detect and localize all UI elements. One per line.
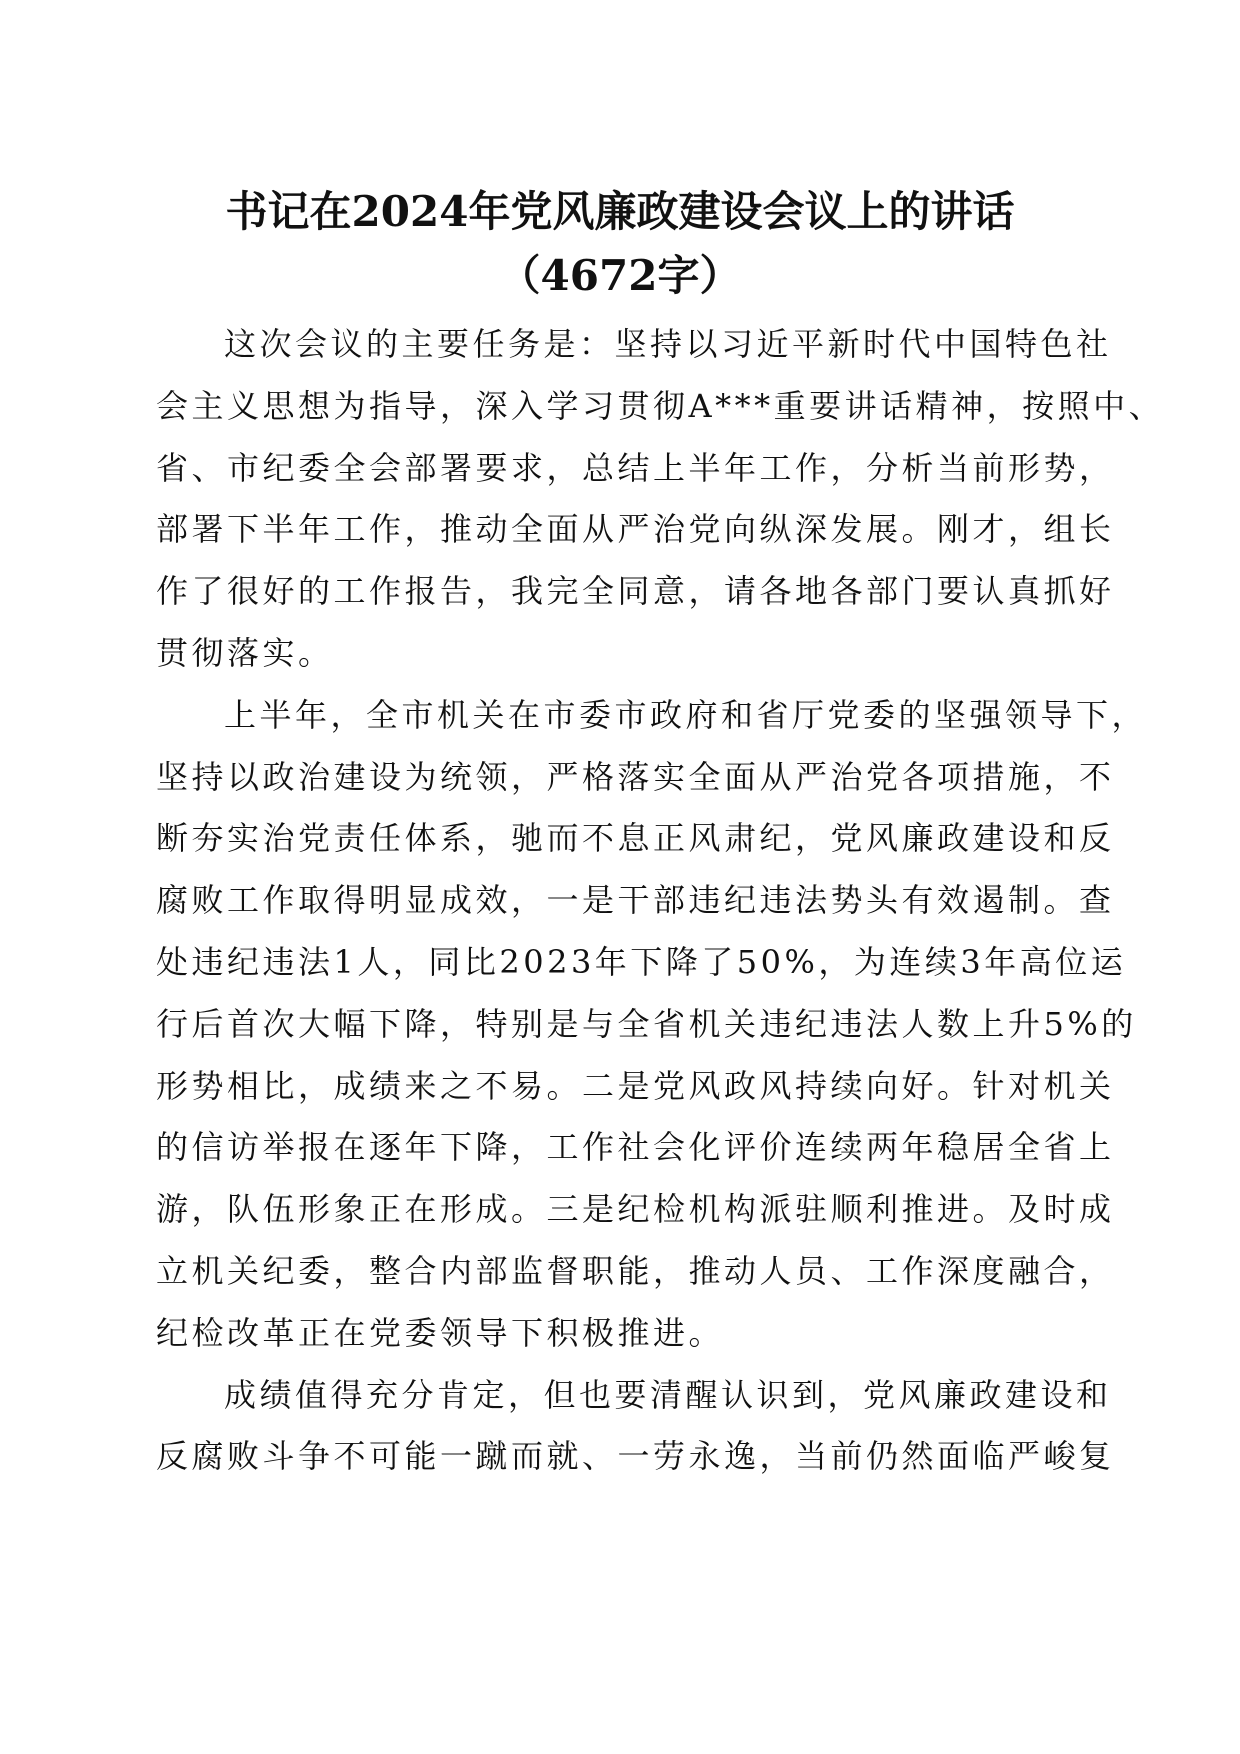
text-line: 形势相比，成绩来之不易。二是党风政风持续向好。针对机关 [156, 1066, 1115, 1105]
text-line: 行后首次大幅下降，特别是与全省机关违纪违法人数上升5%的 [156, 1004, 1137, 1043]
paragraph-intro [156, 314, 1165, 685]
text-line: 上半年，全市机关在市委市政府和省厅党委的坚强领导下， [224, 695, 1148, 734]
title-main: 书记在2024年党风廉政建设会议上的讲话 [225, 187, 1015, 236]
text-line: 立机关纪委，整合内部监督职能，推动人员、工作深度融合， [156, 1251, 1115, 1290]
paragraph-challenges [156, 1365, 1115, 1489]
text-line: 部署下半年工作，推动全面从严治党向纵深发展。刚才，组长 [156, 510, 1115, 549]
text-line: 会主义思想为指导，深入学习贯彻A***重要讲话精神，按照中、 [156, 386, 1165, 425]
text-line: 的信访举报在逐年下降，工作社会化评价连续两年稳居全省上 [156, 1128, 1115, 1167]
text-line: 坚持以政治建设为统领，严格落实全面从严治党各项措施，不 [156, 757, 1115, 796]
text-line: 省、市纪委全会部署要求，总结上半年工作，分析当前形势， [156, 448, 1115, 487]
text-line: 处违纪违法1人，同比2023年下降了50%，为连续3年高位运 [156, 942, 1127, 981]
text-line: 作了很好的工作报告，我完全同意，请各地各部门要认真抓好 [156, 572, 1115, 611]
text-line: 这次会议的主要任务是：坚持以习近平新时代中国特色社 [224, 325, 1112, 363]
text-line: 反腐败斗争不可能一蹴而就、一劳永逸，当前仍然面临严峻复 [156, 1437, 1115, 1476]
text-line: 游，队伍形象正在形成。三是纪检机构派驻顺利推进。及时成 [156, 1190, 1115, 1229]
document-body [156, 314, 1165, 1488]
text-line: 断夯实治党责任体系，驰而不息正风肃纪，党风廉政建设和反 [156, 819, 1115, 858]
text-line: 成绩值得充分肯定，但也要清醒认识到，党风廉政建设和 [224, 1375, 1112, 1414]
text-line: 贯彻落实。 [156, 633, 334, 672]
title-word-count: （4672字） [498, 251, 742, 300]
text-line: 纪检改革正在党委领导下积极推进。 [156, 1313, 725, 1352]
text-line: 腐败工作取得明显成效，一是干部违纪违法势头有效遏制。查 [156, 881, 1115, 920]
paragraph-achievements [156, 685, 1148, 1365]
document-title [130, 180, 1110, 308]
